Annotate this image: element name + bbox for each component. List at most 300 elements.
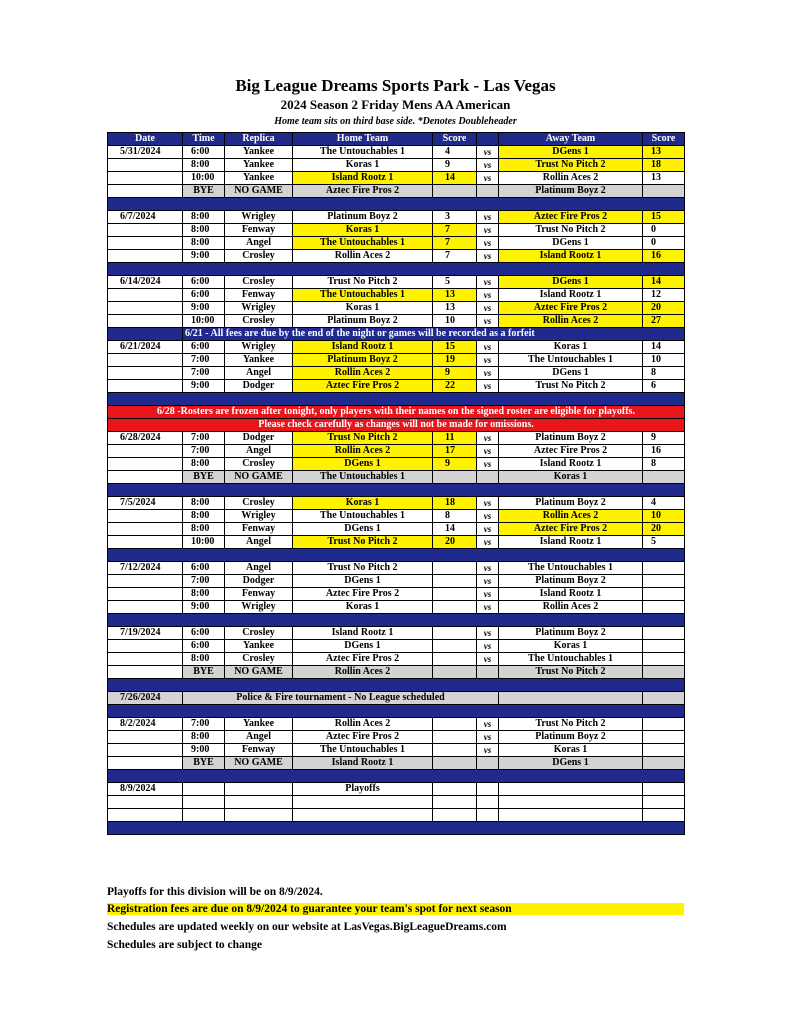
separator-cell: [108, 770, 685, 783]
away-score-cell: [643, 562, 685, 575]
vs-cell: vs: [477, 289, 499, 302]
away-team-cell: Aztec Fire Pros 2: [499, 445, 643, 458]
date-cell: 8/9/2024: [108, 783, 183, 796]
time-cell: 8:00: [183, 523, 225, 536]
field-cell: [225, 796, 293, 809]
home-team-cell: [293, 796, 433, 809]
away-team-cell: DGens 1: [499, 146, 643, 159]
home-score-cell: 7: [433, 224, 477, 237]
field-cell: Crosley: [225, 458, 293, 471]
vs-cell: [477, 809, 499, 822]
time-cell: 8:00: [183, 510, 225, 523]
away-score-cell: [643, 731, 685, 744]
date-cell: [108, 315, 183, 328]
vs-cell: [477, 796, 499, 809]
field-cell: Angel: [225, 731, 293, 744]
vs-cell: vs: [477, 588, 499, 601]
schedule-table: [107, 132, 685, 835]
special-text: Police & Fire tournament - No League scheduled: [183, 692, 499, 705]
home-score-cell: 20: [433, 536, 477, 549]
date-cell: [108, 172, 183, 185]
away-score-cell: 9: [643, 432, 685, 445]
home-score-cell: [433, 601, 477, 614]
vs-cell: vs: [477, 627, 499, 640]
game-row: [108, 159, 685, 172]
game-row: [108, 510, 685, 523]
away-team-header: Away Team: [499, 133, 643, 146]
home-score-cell: 17: [433, 445, 477, 458]
away-score-cell: [643, 627, 685, 640]
time-cell: 10:00: [183, 536, 225, 549]
game-row: [108, 640, 685, 653]
date-cell: 6/28/2024: [108, 432, 183, 445]
home-team-cell: Rollin Aces 2: [293, 445, 433, 458]
home-score-cell: 22: [433, 380, 477, 393]
date-cell: 6/14/2024: [108, 276, 183, 289]
away-score-cell: 20: [643, 523, 685, 536]
time-cell: 8:00: [183, 458, 225, 471]
week-separator: [108, 705, 685, 718]
field-cell: Crosley: [225, 250, 293, 263]
field-cell: Fenway: [225, 523, 293, 536]
time-cell: BYE: [183, 666, 225, 679]
away-score-cell: [643, 575, 685, 588]
home-score-cell: 18: [433, 497, 477, 510]
field-cell: Fenway: [225, 289, 293, 302]
away-score-cell: 10: [643, 354, 685, 367]
special-row: [108, 692, 685, 705]
home-team-cell: Rollin Aces 2: [293, 367, 433, 380]
home-team-cell: Aztec Fire Pros 2: [293, 731, 433, 744]
away-team-cell: Platinum Boyz 2: [499, 497, 643, 510]
away-team-cell: Platinum Boyz 2: [499, 627, 643, 640]
bye-row: [108, 185, 685, 198]
home-score-cell: 13: [433, 302, 477, 315]
vs-cell: vs: [477, 744, 499, 757]
field-cell: Angel: [225, 445, 293, 458]
time-cell: [183, 809, 225, 822]
notice-row: [108, 328, 685, 341]
week-separator: [108, 263, 685, 276]
away-team-cell: The Untouchables 1: [499, 653, 643, 666]
away-team-cell: Aztec Fire Pros 2: [499, 302, 643, 315]
playoff-row: [108, 783, 685, 796]
playoff-row: [108, 809, 685, 822]
home-team-cell: The Untouchables 1: [293, 146, 433, 159]
away-score-cell: 0: [643, 224, 685, 237]
away-score-cell: 6: [643, 380, 685, 393]
home-score-cell: [433, 653, 477, 666]
home-score-cell: 7: [433, 237, 477, 250]
away-team-cell: The Untouchables 1: [499, 354, 643, 367]
away-score-cell: [643, 640, 685, 653]
date-cell: 7/26/2024: [108, 692, 183, 705]
field-cell: Crosley: [225, 627, 293, 640]
vs-cell: vs: [477, 237, 499, 250]
away-team-cell: Koras 1: [499, 640, 643, 653]
date-cell: [108, 250, 183, 263]
game-row: [108, 588, 685, 601]
home-score-cell: 9: [433, 159, 477, 172]
separator-cell: [108, 705, 685, 718]
footer-disclaimer: Schedules are subject to change: [107, 939, 263, 951]
time-cell: 7:00: [183, 445, 225, 458]
field-cell: Yankee: [225, 354, 293, 367]
time-cell: 9:00: [183, 302, 225, 315]
vs-cell: vs: [477, 146, 499, 159]
vs-cell: vs: [477, 250, 499, 263]
separator-cell: [108, 614, 685, 627]
game-row: [108, 380, 685, 393]
game-row: [108, 354, 685, 367]
time-cell: 8:00: [183, 211, 225, 224]
time-cell: 6:00: [183, 289, 225, 302]
field-cell: Dodger: [225, 380, 293, 393]
field-cell: Yankee: [225, 172, 293, 185]
home-team-cell: Platinum Boyz 2: [293, 211, 433, 224]
away-team-cell: DGens 1: [499, 757, 643, 770]
field-cell: Wrigley: [225, 302, 293, 315]
vs-cell: vs: [477, 432, 499, 445]
date-cell: [108, 471, 183, 484]
away-score-cell: 15: [643, 211, 685, 224]
home-team-cell: DGens 1: [293, 523, 433, 536]
time-cell: 8:00: [183, 497, 225, 510]
away-score-cell: 0: [643, 237, 685, 250]
home-team-cell: Trust No Pitch 2: [293, 562, 433, 575]
away-score-cell: [643, 757, 685, 770]
vs-cell: vs: [477, 562, 499, 575]
date-cell: 6/7/2024: [108, 211, 183, 224]
date-cell: [108, 510, 183, 523]
notice-spacer: [108, 328, 183, 341]
away-score-cell: 16: [643, 250, 685, 263]
field-cell: [225, 809, 293, 822]
date-cell: [108, 458, 183, 471]
date-cell: [108, 731, 183, 744]
time-cell: 7:00: [183, 575, 225, 588]
date-cell: [108, 367, 183, 380]
time-cell: 6:00: [183, 146, 225, 159]
time-cell: 7:00: [183, 432, 225, 445]
away-score-cell: 13: [643, 172, 685, 185]
home-team-cell: Aztec Fire Pros 2: [293, 380, 433, 393]
away-team-cell: Platinum Boyz 2: [499, 185, 643, 198]
playoff-row: [108, 796, 685, 809]
away-score-cell: [643, 783, 685, 796]
game-row: [108, 367, 685, 380]
field-cell: Angel: [225, 237, 293, 250]
separator-cell: [108, 263, 685, 276]
date-cell: [108, 588, 183, 601]
field-cell: Crosley: [225, 497, 293, 510]
home-team-cell: The Untouchables 1: [293, 289, 433, 302]
game-row: [108, 653, 685, 666]
away-team-cell: DGens 1: [499, 367, 643, 380]
away-team-cell: The Untouchables 1: [499, 562, 643, 575]
alert-row: [108, 406, 685, 419]
home-score-cell: 4: [433, 146, 477, 159]
vs-cell: vs: [477, 159, 499, 172]
home-score-cell: [433, 575, 477, 588]
date-cell: [108, 302, 183, 315]
vs-cell: vs: [477, 731, 499, 744]
home-team-cell: Rollin Aces 2: [293, 718, 433, 731]
home-team-header: Home Team: [293, 133, 433, 146]
vs-cell: vs: [477, 536, 499, 549]
home-team-cell: Trust No Pitch 2: [293, 536, 433, 549]
separator-cell: [108, 549, 685, 562]
home-score-cell: [433, 562, 477, 575]
field-cell: Fenway: [225, 744, 293, 757]
time-cell: 6:00: [183, 562, 225, 575]
vs-cell: vs: [477, 211, 499, 224]
week-separator: [108, 679, 685, 692]
vs-cell: vs: [477, 575, 499, 588]
vs-cell: [477, 666, 499, 679]
away-score-cell: 20: [643, 302, 685, 315]
game-row: [108, 458, 685, 471]
vs-cell: vs: [477, 497, 499, 510]
vs-cell: vs: [477, 458, 499, 471]
home-score-cell: 8: [433, 510, 477, 523]
away-team-cell: [499, 796, 643, 809]
week-separator: [108, 198, 685, 211]
away-team-cell: Rollin Aces 2: [499, 510, 643, 523]
home-team-cell: DGens 1: [293, 640, 433, 653]
vs-cell: vs: [477, 302, 499, 315]
home-team-cell: The Untouchables 1: [293, 471, 433, 484]
home-team-cell: The Untouchables 1: [293, 510, 433, 523]
time-cell: 8:00: [183, 731, 225, 744]
away-score-cell: 18: [643, 159, 685, 172]
home-score-cell: 3: [433, 211, 477, 224]
home-score-cell: 19: [433, 354, 477, 367]
field-cell: Wrigley: [225, 601, 293, 614]
home-score-cell: [433, 718, 477, 731]
date-cell: [108, 523, 183, 536]
week-separator: [108, 393, 685, 406]
home-team-cell: Koras 1: [293, 159, 433, 172]
home-score-header: Score: [433, 133, 477, 146]
time-header: Time: [183, 133, 225, 146]
footer-registration: Registration fees are due on 8/9/2024 to guarantee your team's spot for next season: [107, 903, 684, 915]
week-separator: [108, 770, 685, 783]
away-team-cell: Island Rootz 1: [499, 250, 643, 263]
home-team-cell: Koras 1: [293, 497, 433, 510]
home-team-cell: Trust No Pitch 2: [293, 432, 433, 445]
field-header: Replica: [225, 133, 293, 146]
game-row: [108, 341, 685, 354]
field-cell: Yankee: [225, 640, 293, 653]
schedule-note: Home team sits on third base side. *Denotes Doubleheader: [274, 116, 517, 127]
home-team-cell: Rollin Aces 2: [293, 666, 433, 679]
game-row: [108, 497, 685, 510]
home-team-cell: Island Rootz 1: [293, 172, 433, 185]
away-score-header: Score: [643, 133, 685, 146]
time-cell: 9:00: [183, 250, 225, 263]
away-team-cell: Platinum Boyz 2: [499, 432, 643, 445]
date-cell: [108, 237, 183, 250]
home-score-cell: [433, 640, 477, 653]
vs-cell: vs: [477, 367, 499, 380]
time-cell: 8:00: [183, 237, 225, 250]
game-row: [108, 211, 685, 224]
vs-header: [477, 133, 499, 146]
game-row: [108, 536, 685, 549]
time-cell: BYE: [183, 757, 225, 770]
home-score-cell: [433, 588, 477, 601]
field-cell: NO GAME: [225, 471, 293, 484]
home-team-cell: Koras 1: [293, 224, 433, 237]
date-cell: [108, 796, 183, 809]
field-cell: Wrigley: [225, 510, 293, 523]
field-cell: Wrigley: [225, 211, 293, 224]
home-score-cell: [433, 185, 477, 198]
vs-cell: vs: [477, 224, 499, 237]
away-team-cell: [499, 783, 643, 796]
away-score-cell: 13: [643, 146, 685, 159]
home-score-cell: [433, 471, 477, 484]
week-separator: [108, 484, 685, 497]
field-cell: Wrigley: [225, 341, 293, 354]
field-cell: NO GAME: [225, 666, 293, 679]
time-cell: BYE: [183, 185, 225, 198]
date-cell: [108, 653, 183, 666]
vs-cell: vs: [477, 445, 499, 458]
home-score-cell: 7: [433, 250, 477, 263]
home-team-cell: Koras 1: [293, 601, 433, 614]
date-cell: [108, 536, 183, 549]
vs-cell: vs: [477, 315, 499, 328]
notice-text: 6/21 - All fees are due by the end of the night or games will be recorded as a forfeit: [183, 328, 685, 341]
time-cell: 7:00: [183, 367, 225, 380]
home-team-cell: Platinum Boyz 2: [293, 315, 433, 328]
away-score-cell: 12: [643, 289, 685, 302]
week-separator: [108, 822, 685, 835]
game-row: [108, 575, 685, 588]
home-score-cell: [433, 666, 477, 679]
vs-cell: vs: [477, 718, 499, 731]
field-cell: Dodger: [225, 575, 293, 588]
field-cell: Fenway: [225, 588, 293, 601]
away-score-cell: [643, 185, 685, 198]
away-team-cell: Koras 1: [499, 341, 643, 354]
home-score-cell: [433, 627, 477, 640]
home-score-cell: 5: [433, 276, 477, 289]
field-cell: NO GAME: [225, 185, 293, 198]
home-score-cell: [433, 796, 477, 809]
away-team-cell: Aztec Fire Pros 2: [499, 523, 643, 536]
vs-cell: [477, 471, 499, 484]
time-cell: 10:00: [183, 315, 225, 328]
time-cell: 7:00: [183, 354, 225, 367]
field-cell: Yankee: [225, 159, 293, 172]
empty-cell: [643, 692, 685, 705]
game-row: [108, 276, 685, 289]
time-cell: 8:00: [183, 159, 225, 172]
alert-row: [108, 419, 685, 432]
away-score-cell: 10: [643, 510, 685, 523]
time-cell: 8:00: [183, 588, 225, 601]
away-score-cell: 16: [643, 445, 685, 458]
separator-cell: [108, 198, 685, 211]
time-cell: 6:00: [183, 627, 225, 640]
game-row: [108, 523, 685, 536]
away-score-cell: [643, 809, 685, 822]
vs-cell: [477, 783, 499, 796]
date-cell: [108, 445, 183, 458]
time-cell: [183, 796, 225, 809]
field-cell: Crosley: [225, 315, 293, 328]
time-cell: BYE: [183, 471, 225, 484]
away-team-cell: Trust No Pitch 2: [499, 159, 643, 172]
date-cell: 6/21/2024: [108, 341, 183, 354]
home-team-cell: Island Rootz 1: [293, 627, 433, 640]
vs-cell: vs: [477, 354, 499, 367]
home-score-cell: [433, 731, 477, 744]
away-team-cell: Koras 1: [499, 471, 643, 484]
vs-cell: vs: [477, 640, 499, 653]
home-team-cell: Aztec Fire Pros 2: [293, 588, 433, 601]
away-team-cell: Trust No Pitch 2: [499, 224, 643, 237]
date-cell: [108, 185, 183, 198]
date-cell: [108, 757, 183, 770]
home-score-cell: [433, 757, 477, 770]
vs-cell: vs: [477, 510, 499, 523]
away-team-cell: DGens 1: [499, 276, 643, 289]
home-score-cell: 13: [433, 289, 477, 302]
home-score-cell: 11: [433, 432, 477, 445]
away-team-cell: [499, 809, 643, 822]
game-row: [108, 744, 685, 757]
separator-cell: [108, 679, 685, 692]
away-team-cell: Island Rootz 1: [499, 289, 643, 302]
away-score-cell: [643, 744, 685, 757]
away-score-cell: [643, 666, 685, 679]
game-row: [108, 302, 685, 315]
date-cell: 7/5/2024: [108, 497, 183, 510]
field-cell: Angel: [225, 367, 293, 380]
date-cell: [108, 640, 183, 653]
field-cell: Angel: [225, 562, 293, 575]
home-team-cell: DGens 1: [293, 575, 433, 588]
time-cell: 7:00: [183, 718, 225, 731]
vs-cell: vs: [477, 341, 499, 354]
game-row: [108, 250, 685, 263]
home-score-cell: [433, 809, 477, 822]
home-team-cell: The Untouchables 1: [293, 237, 433, 250]
vs-cell: vs: [477, 380, 499, 393]
away-team-cell: Trust No Pitch 2: [499, 666, 643, 679]
footer-playoffs: Playoffs for this division will be on 8/9/2024.: [107, 886, 323, 898]
field-cell: Angel: [225, 536, 293, 549]
date-cell: [108, 354, 183, 367]
away-score-cell: [643, 588, 685, 601]
away-team-cell: Island Rootz 1: [499, 536, 643, 549]
game-row: [108, 146, 685, 159]
away-score-cell: [643, 796, 685, 809]
vs-cell: vs: [477, 523, 499, 536]
time-cell: 6:00: [183, 640, 225, 653]
bye-row: [108, 471, 685, 484]
home-team-cell: Koras 1: [293, 302, 433, 315]
away-team-cell: Island Rootz 1: [499, 458, 643, 471]
home-team-cell: Island Rootz 1: [293, 341, 433, 354]
bye-row: [108, 757, 685, 770]
home-score-cell: 14: [433, 172, 477, 185]
away-team-cell: Rollin Aces 2: [499, 172, 643, 185]
